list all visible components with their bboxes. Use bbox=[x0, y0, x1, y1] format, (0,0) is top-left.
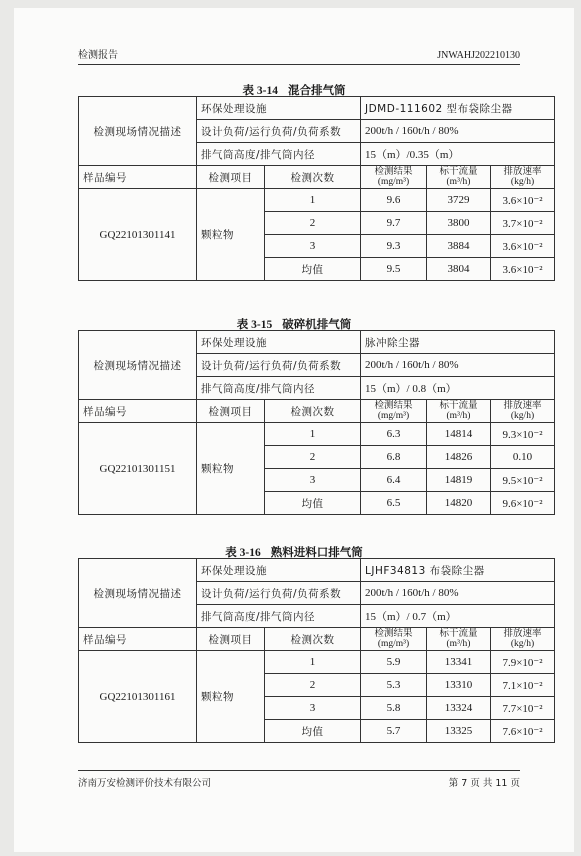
load-value: 200t/h / 160t/h / 80% bbox=[361, 582, 555, 605]
facility-value: 脉冲除尘器 bbox=[361, 331, 555, 354]
header-title: 检测报告 bbox=[78, 50, 118, 61]
table-row: GQ22101301151 颗粒物 1 6.3 14814 9.3×10⁻² bbox=[79, 423, 555, 446]
scene-label: 检测现场情况描述 bbox=[79, 331, 197, 400]
rate-header: 排放速率 (kg/h) bbox=[491, 166, 555, 189]
load-label: 设计负荷/运行负荷/负荷系数 bbox=[197, 354, 361, 377]
sample-no-header: 样品编号 bbox=[79, 628, 197, 651]
table-header-row bbox=[79, 628, 555, 651]
rate-header: 排放速率 (kg/h) bbox=[491, 628, 555, 651]
table-row: 3 6.4 14819 9.5×10⁻² bbox=[79, 469, 555, 492]
table-row-average: 均值 9.5 3804 3.6×10⁻² bbox=[79, 258, 555, 281]
table-row: GQ22101301161 颗粒物 1 5.9 13341 7.9×10⁻² bbox=[79, 651, 555, 674]
count-header: 检测次数 bbox=[265, 628, 361, 651]
count-header: 检测次数 bbox=[265, 166, 361, 189]
sample-no-header: 样品编号 bbox=[79, 166, 197, 189]
table-row bbox=[79, 559, 555, 582]
flow-header: 标干流量 (m³/h) bbox=[427, 400, 491, 423]
table-number: 表 3-14 bbox=[242, 85, 278, 97]
item-name: 颗粒物 bbox=[197, 651, 265, 743]
table-3-15 bbox=[78, 330, 555, 515]
table-row-average: 均值 5.7 13325 7.6×10⁻² bbox=[79, 720, 555, 743]
scene-label: 检测现场情况描述 bbox=[79, 559, 197, 628]
table-3-14 bbox=[78, 96, 555, 281]
facility-value: JDMD-111602 型布袋除尘器 bbox=[361, 97, 555, 120]
table-row: 2 6.8 14826 0.10 bbox=[79, 446, 555, 469]
table-header-row bbox=[79, 400, 555, 423]
flow-header: 标干流量 (m³/h) bbox=[427, 628, 491, 651]
table-row: GQ22101301141 颗粒物 1 9.6 3729 3.6×10⁻² bbox=[79, 189, 555, 212]
sample-no-header: 样品编号 bbox=[79, 400, 197, 423]
facility-label: 环保处理设施 bbox=[197, 97, 361, 120]
item-header: 检测项目 bbox=[197, 166, 265, 189]
table-number: 表 3-16 bbox=[225, 547, 261, 559]
facility-label: 环保处理设施 bbox=[197, 559, 361, 582]
conc-header: 检测结果 (mg/m³) bbox=[361, 166, 427, 189]
table-row: 3 5.8 13324 7.7×10⁻² bbox=[79, 697, 555, 720]
item-header: 检测项目 bbox=[197, 400, 265, 423]
table-row bbox=[79, 97, 555, 120]
load-label: 设计负荷/运行负荷/负荷系数 bbox=[197, 120, 361, 143]
stack-label: 排气筒高度/排气筒内径 bbox=[197, 605, 361, 628]
facility-label: 环保处理设施 bbox=[197, 331, 361, 354]
item-name: 颗粒物 bbox=[197, 189, 265, 281]
scene-label: 检测现场情况描述 bbox=[79, 97, 197, 166]
table-header-row bbox=[79, 166, 555, 189]
facility-value: LJHF34813 布袋除尘器 bbox=[361, 559, 555, 582]
table-number: 表 3-15 bbox=[236, 319, 273, 331]
count-header: 检测次数 bbox=[265, 400, 361, 423]
table-title: 破碎机排气筒 bbox=[282, 317, 352, 331]
flow-header: 标干流量 (m³/h) bbox=[427, 166, 491, 189]
table-title: 熟料进料口排气筒 bbox=[270, 545, 363, 559]
sample-id: GQ22101301141 bbox=[79, 189, 197, 281]
item-name: 颗粒物 bbox=[197, 423, 265, 515]
table-row-average: 均值 6.5 14820 9.6×10⁻² bbox=[79, 492, 555, 515]
stack-value: 15（m）/ 0.7（m） bbox=[361, 605, 555, 628]
table-title: 混合排气筒 bbox=[287, 83, 346, 97]
load-value: 200t/h / 160t/h / 80% bbox=[361, 354, 555, 377]
sample-id: GQ22101301161 bbox=[79, 651, 197, 743]
page-number: 第 7 页 共 11 页 bbox=[448, 778, 520, 789]
conc-header: 检测结果 (mg/m³) bbox=[361, 400, 427, 423]
sample-id: GQ22101301151 bbox=[79, 423, 197, 515]
page-header bbox=[78, 46, 520, 65]
stack-label: 排气筒高度/排气筒内径 bbox=[197, 377, 361, 400]
report-number: JNWAHJ202210130 bbox=[437, 50, 520, 61]
company-name: 济南万安检测评价技术有限公司 bbox=[78, 778, 212, 789]
load-value: 200t/h / 160t/h / 80% bbox=[361, 120, 555, 143]
conc-header: 检测结果 (mg/m³) bbox=[361, 628, 427, 651]
item-header: 检测项目 bbox=[197, 628, 265, 651]
stack-value: 15（m）/ 0.8（m） bbox=[361, 377, 555, 400]
stack-label: 排气筒高度/排气筒内径 bbox=[197, 143, 361, 166]
rate-header: 排放速率 (kg/h) bbox=[491, 400, 555, 423]
table-row: 2 9.7 3800 3.7×10⁻² bbox=[79, 212, 555, 235]
stack-value: 15（m）/0.35（m） bbox=[361, 143, 555, 166]
table-row bbox=[79, 331, 555, 354]
page-footer bbox=[78, 770, 520, 789]
table-row: 3 9.3 3884 3.6×10⁻² bbox=[79, 235, 555, 258]
table-row: 2 5.3 13310 7.1×10⁻² bbox=[79, 674, 555, 697]
report-page bbox=[14, 8, 574, 852]
table-3-16 bbox=[78, 558, 555, 743]
load-label: 设计负荷/运行负荷/负荷系数 bbox=[197, 582, 361, 605]
